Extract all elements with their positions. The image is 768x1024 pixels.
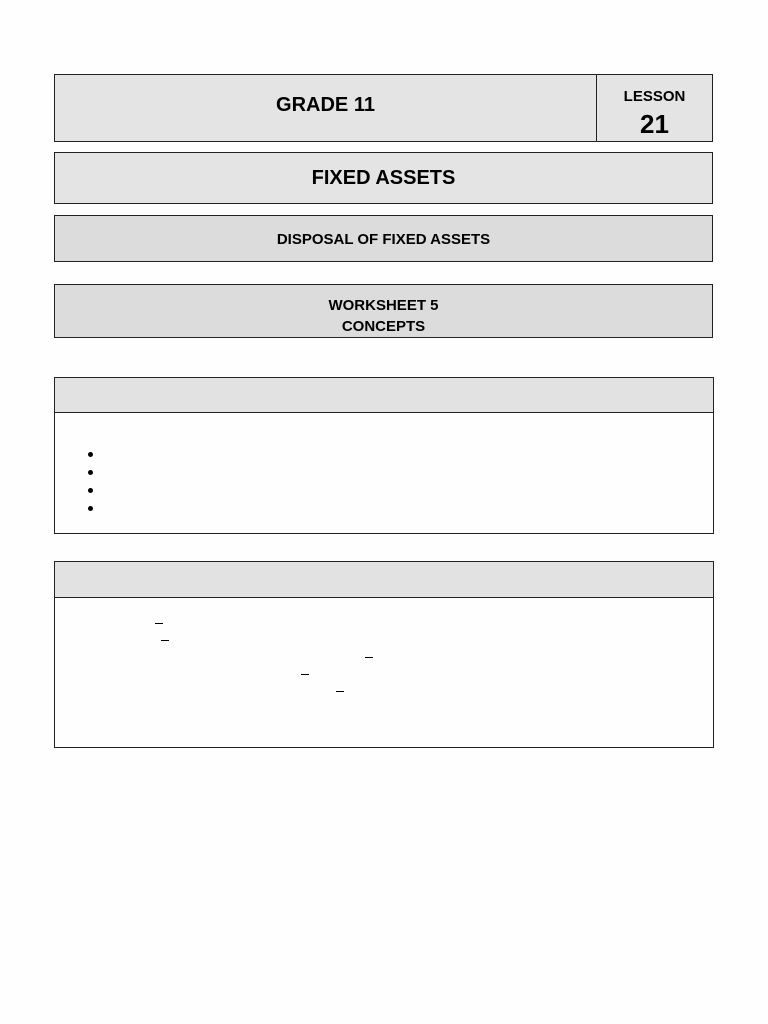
answer-blank (336, 691, 344, 692)
answer-blank (161, 640, 169, 641)
bullet-point (88, 470, 93, 475)
subtopic-banner (54, 215, 713, 262)
bullet-point (88, 506, 93, 511)
lesson-cell (596, 75, 712, 141)
worksheet-subtitle: CONCEPTS (341, 318, 426, 335)
grade-title: GRADE 11 (276, 94, 375, 116)
topic-banner (54, 152, 713, 204)
answer-blank (301, 674, 309, 675)
concepts-panel (54, 377, 714, 534)
lesson-header (54, 74, 713, 142)
subtopic-title: DISPOSAL OF FIXED ASSETS (276, 231, 491, 248)
answer-blank (365, 657, 373, 658)
answer-blank (155, 623, 163, 624)
worksheet-banner (54, 284, 713, 338)
bullet-point (88, 488, 93, 493)
definitions-panel (54, 561, 714, 748)
topic-title: FIXED ASSETS (311, 167, 456, 189)
worksheet-number: WORKSHEET 5 (328, 297, 439, 314)
lesson-label: LESSON (623, 88, 686, 105)
concepts-panel-header (55, 378, 713, 413)
lesson-number: 21 (640, 109, 669, 139)
bullet-point (88, 452, 93, 457)
definitions-panel-header (55, 562, 713, 598)
